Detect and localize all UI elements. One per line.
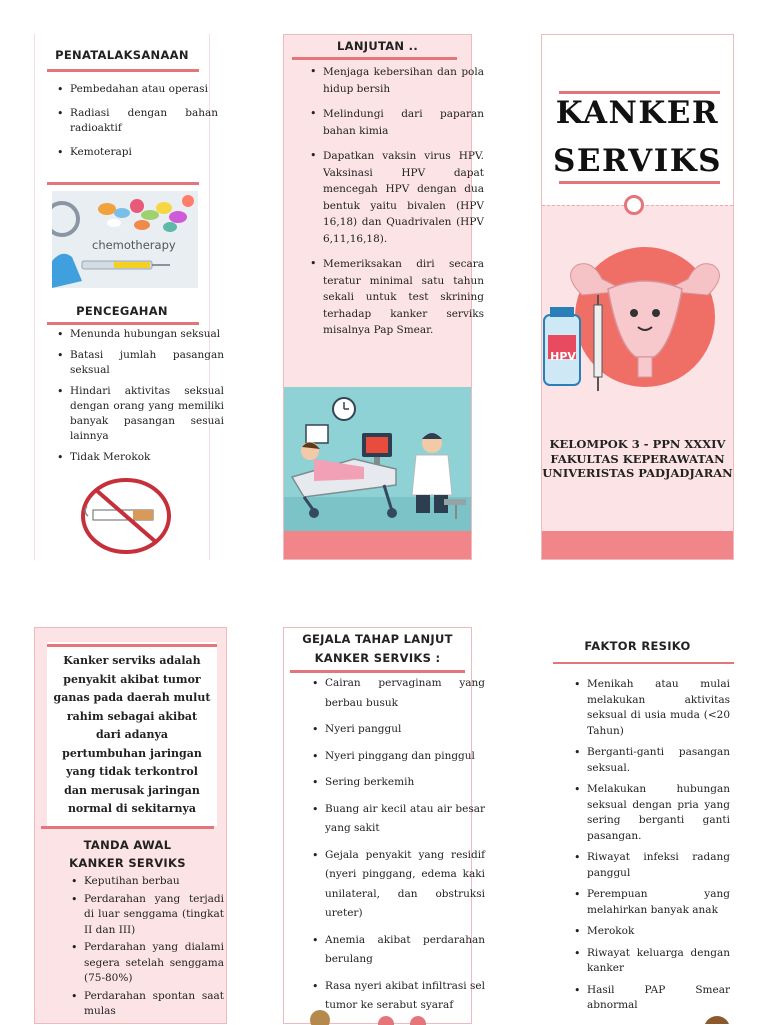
list-item: • Nyeri pinggang dan pinggul — [325, 747, 485, 767]
list-early-signs — [67, 874, 224, 1022]
bottom-bar — [284, 531, 471, 559]
divider — [292, 57, 457, 60]
list-item: • Perdarahan yang dialami segera setelah senggama (75-80%) — [84, 940, 224, 987]
hpv-vial-label: HPV — [550, 350, 576, 363]
list-item: • Cairan pervaginam yang berbau busuk — [325, 674, 485, 713]
divider — [41, 826, 214, 829]
panel-risk-factors — [541, 627, 734, 1024]
panel-management-prevention — [34, 34, 224, 560]
title-line-1: KANKER — [555, 95, 720, 131]
no-smoking-icon — [79, 476, 173, 556]
divider — [553, 662, 734, 664]
divider — [47, 182, 199, 185]
list-item: • Anemia akibat perdarahan berulang — [325, 931, 485, 970]
panel-cover — [541, 34, 734, 560]
title-line-2: SERVIKS — [552, 143, 723, 179]
list-item: • Dapatkan vaksin virus HPV. Vaksinasi HPV dapat mencegah HPV dengan dua bentuk yaitu bivalen (HPV 16,18) dan Quadrivalen (HPV 6,11,16,18). — [323, 148, 484, 247]
list-item: • Merokok — [587, 924, 730, 940]
list-item: • Rasa nyeri akibat infiltrasi sel tumor ke serabut syaraf — [325, 977, 485, 1016]
list-item: • Melakukan hubungan seksual dengan pria yang sering berganti ganti pasangan. — [587, 782, 730, 844]
medical-exam-illustration — [284, 387, 471, 531]
list-item: • Batasi jumlah pasangan seksual — [70, 348, 224, 378]
list-risk-factors — [570, 677, 730, 1020]
heading-early-signs: TANDA AWAL KANKER SERVIKS — [69, 838, 186, 870]
list-item: • Gejala penyakit yang residif (nyeri pinggang, edema kaki unilateral, dan obstruksi ureter) — [325, 846, 485, 924]
list-item: • Hindari aktivitas seksual dengan orang yang memiliki banyak pasangan sesuai lainnya — [70, 384, 224, 444]
definition-text: Kanker serviks adalah penyakit akibat tumor ganas pada daerah mulut rahim sebagai akibat dari adanya pertumbuhan jaringan yang tidak terkontrol dan merusak jaringan normal di sekitarnya — [53, 654, 211, 815]
divider — [559, 91, 720, 94]
list-item: • Memeriksakan diri secara teratur minimal satu tahun sekali untuk test skrining terhadap kanker serviks misalnya Pap Smear. — [323, 256, 484, 339]
list-prevention-continued — [306, 64, 484, 348]
panel-definition-early-signs — [34, 627, 227, 1024]
divider — [290, 670, 465, 673]
decorative-icons — [306, 1008, 456, 1025]
university-name: UNIVERISTAS PADJADJARAN — [542, 466, 733, 480]
list-late-symptoms — [308, 674, 485, 1023]
list-item: • Perdarahan spontan saat mulas — [84, 989, 224, 1020]
heading-pencegahan: PENCEGAHAN — [76, 304, 168, 318]
list-item: • Riwayat keluarga dengan kanker — [587, 946, 730, 977]
list-item: • Menikah atau mulai melakukan aktivitas seksual di usia muda (<20 Tahun) — [587, 677, 730, 739]
chemotherapy-image — [52, 191, 198, 288]
list-item: • Menunda hubungan seksual — [70, 327, 224, 342]
heading-penatalaksanaan: PENATALAKSANAAN — [55, 48, 189, 62]
heading-late-symptoms-2: KANKER SERVIKS : — [314, 651, 441, 665]
list-item: • Nyeri panggul — [325, 720, 485, 740]
ring-ornament — [624, 195, 644, 215]
list-item: • Radiasi dengan bahan radioaktif — [70, 106, 218, 136]
divider — [47, 69, 199, 72]
heading-lanjutan: LANJUTAN .. — [337, 39, 418, 53]
list-item: • Melindungi dari paparan bahan kimia — [323, 106, 484, 139]
list-treatment — [53, 82, 218, 169]
list-item: • Buang air kecil atau air besar yang sakit — [325, 800, 485, 839]
list-item: • Sering berkemih — [325, 773, 485, 793]
list-item: • Menjaga kebersihan dan pola hidup bersih — [323, 64, 484, 97]
bottom-bar — [542, 531, 733, 559]
decorative-icon — [699, 1015, 734, 1024]
list-item: • Perempuan yang melahirkan banyak anak — [587, 887, 730, 918]
list-item: • Riwayat infeksi radang panggul — [587, 850, 730, 881]
group-name: KELOMPOK 3 - PPN XXXIV — [549, 437, 726, 451]
list-item: • Kemoterapi — [70, 145, 218, 160]
list-item: • Pembedahan atau operasi — [70, 82, 218, 97]
chemotherapy-label: chemotherapy — [92, 238, 176, 252]
list-item: • Keputihan berbau — [84, 874, 224, 890]
uterus-character-icon — [542, 245, 733, 395]
list-item: • Perdarahan yang terjadi di luar senggama (tingkat II dan III) — [84, 892, 224, 939]
divider — [47, 644, 217, 647]
list-item: • Hasil PAP Smear abnormal — [587, 983, 730, 1014]
heading-risk-factors: FAKTOR RESIKO — [584, 639, 691, 653]
divider — [559, 181, 720, 184]
panel-late-symptoms — [283, 627, 485, 1024]
faculty-name: FAKULTAS KEPERAWATAN — [550, 452, 725, 466]
list-prevention — [53, 327, 224, 471]
examination-icon — [284, 387, 471, 531]
list-item: • Berganti-ganti pasangan seksual. — [587, 745, 730, 776]
heading-late-symptoms-1: GEJALA TAHAP LANJUT — [302, 632, 453, 646]
divider — [47, 322, 199, 325]
panel-continuation — [283, 34, 484, 560]
list-item: • Tidak Merokok — [70, 450, 224, 465]
